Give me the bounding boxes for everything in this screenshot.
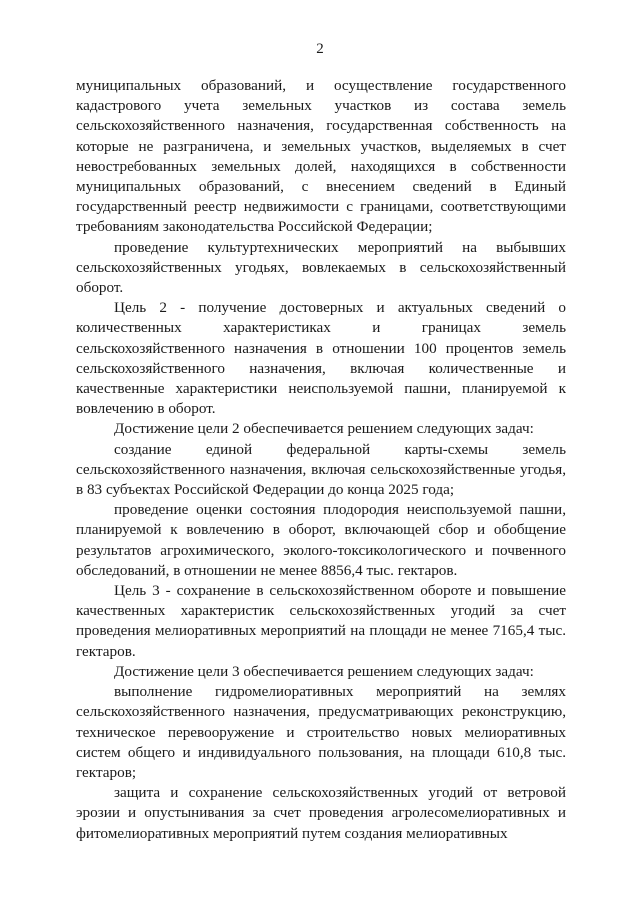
paragraph-cultural-technical: проведение культуртехнических мероприятий на выбывших сельскохозяйственных угодьях, вовлекаемых в сельскохозяйственный оборот. [76, 238, 566, 297]
paragraph-goal-2: Цель 2 - получение достоверных и актуальных сведений о количественных характеристиках и границах земель сельскохозяйственного назначения в отношении 100 процентов земель сельскохозяйственного назначения, включая количественные и качественные характеристики неиспользуемой пашни, планируемой к вовлечению в оборот. [76, 299, 566, 418]
paragraph-goal-3-tasks-intro: Достижение цели 3 обеспечивается решением следующих задач: [114, 662, 534, 680]
paragraph-goal-2-tasks-intro: Достижение цели 2 обеспечивается решением следующих задач: [114, 420, 534, 438]
paragraph-erosion-protection: защита и сохранение сельскохозяйственных угодий от ветровой эрозии и опустынивания за счет проведения агролесомелиоративных и фитомелиоративных мероприятий путем создания мелиоративных [76, 784, 566, 842]
page-number: 2 [316, 41, 324, 57]
paragraph-federal-map: создание единой федеральной карты-схемы земель сельскохозяйственного назначения, включая сельскохозяйственные угодья, в 83 субъектах Российской Федерации до конца 2025 года; [76, 440, 566, 499]
paragraph-goal-3: Цель 3 - сохранение в сельскохозяйственном обороте и повышение качественных характеристик сельскохозяйственных угодий за счет проведения мелиоративных мероприятий на площади не менее 7165,4 тыс. гектаров. [76, 582, 566, 660]
paragraph-hydro-reclamation: выполнение гидромелиоративных мероприятий на землях сельскохозяйственного назначения, предусматривающих реконструкцию, техническое перевооружение и строительство новых мелиоративных систем общего и индивидуального пользования, на площади 610,8 тыс. гектаров; [76, 683, 566, 781]
document-body [76, 76, 566, 844]
paragraph-continuation: муниципальных образований, и осуществление государственного кадастрового учета земельных участков из состава земель сельскохозяйственного назначения, государственная собственность на которые не разграничена, и земельных участков, выделяемых в счет невостребованных земельных долей, находящихся в собственности муниципальных образований, с внесением сведений в Единый государственный реестр недвижимости с границами, соответствующими требованиям законодательства Российской Федерации; [76, 77, 566, 236]
paragraph-fertility-assessment: проведение оценки состояния плодородия неиспользуемой пашни, планируемой к вовлечению в оборот, включающей сбор и обобщение результатов агрохимического, эколого-токсикологического и почвенного обследований, в отношении не менее 8856,4 тыс. гектаров. [76, 501, 566, 579]
